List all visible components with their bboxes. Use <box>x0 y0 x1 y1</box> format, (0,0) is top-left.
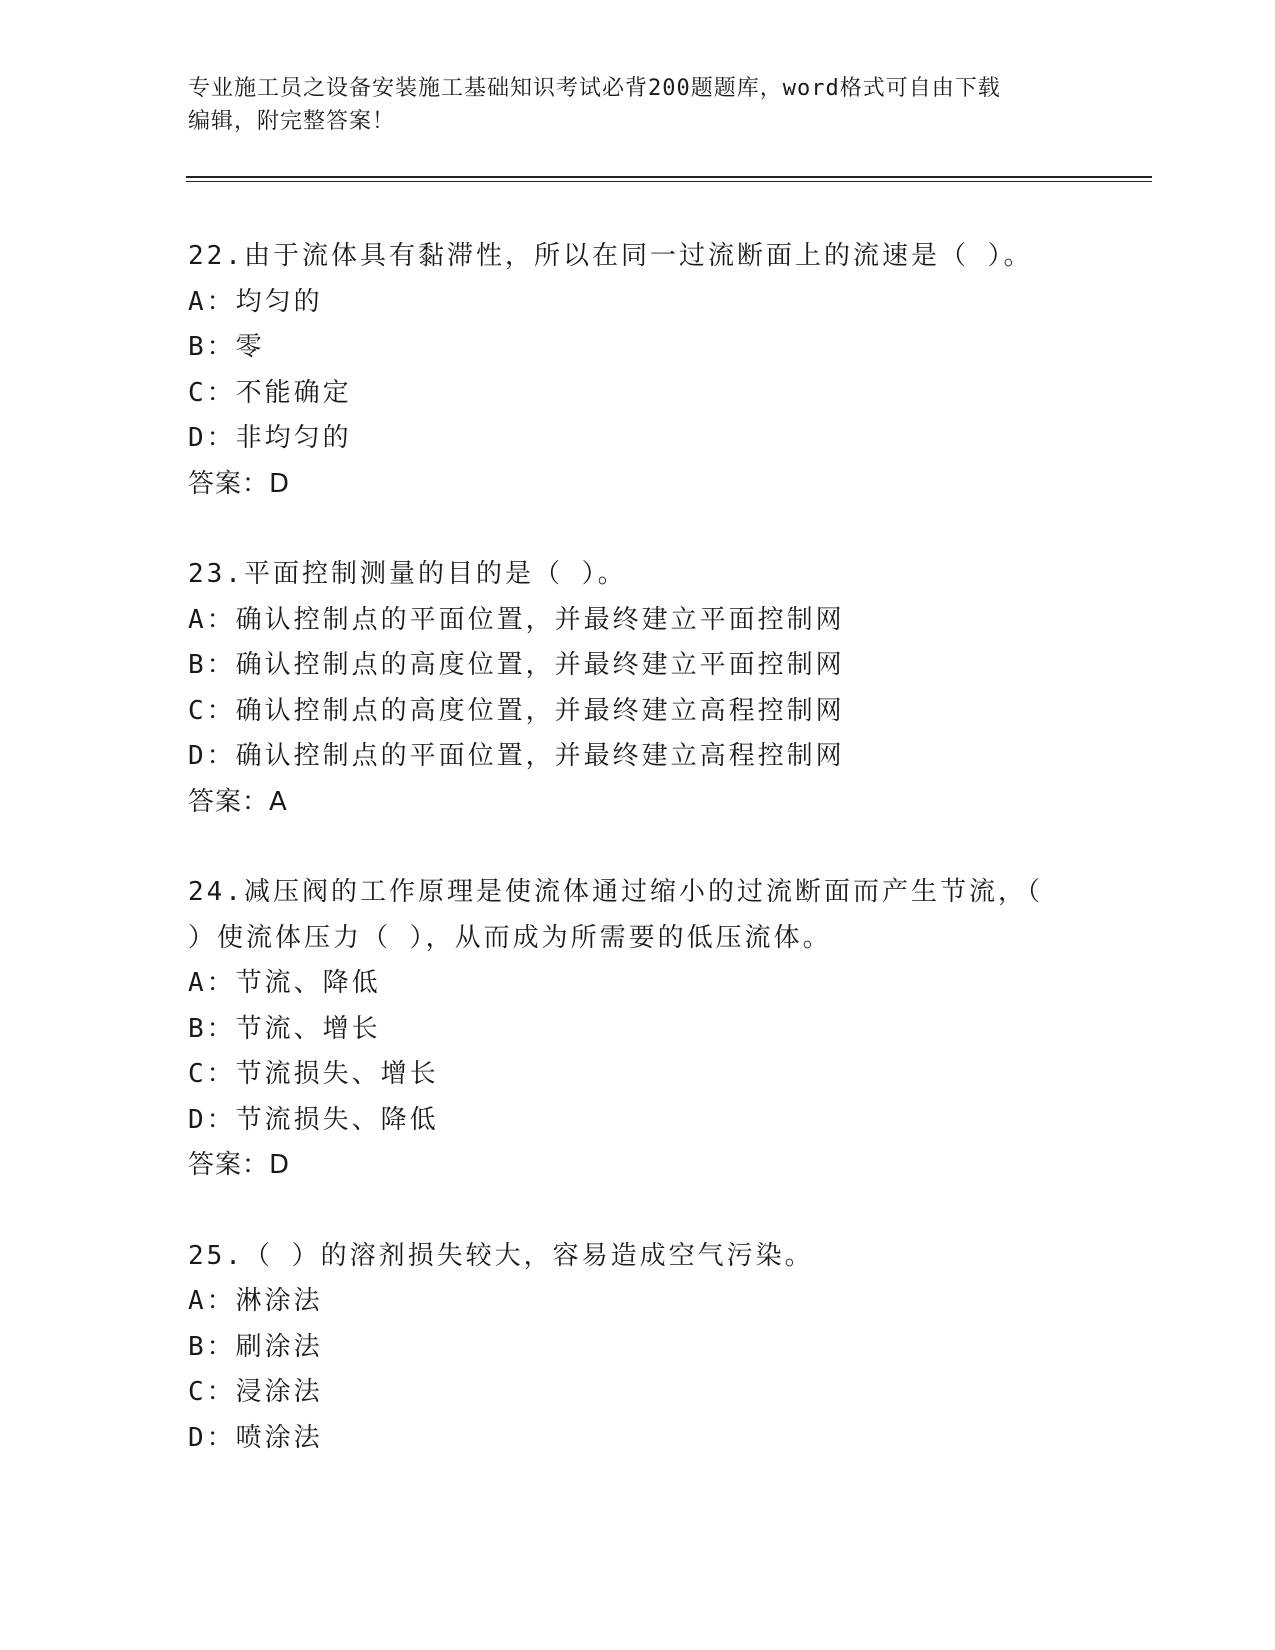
option-d: D：喷涂法 <box>188 1422 323 1453</box>
header-line-2: 编辑，附完整答案！ <box>188 109 396 134</box>
answer-label: 答案：D <box>188 468 291 499</box>
option-a: A：节流、降低 <box>188 968 381 998</box>
option-d: D：节流损失、降低 <box>188 1104 439 1135</box>
question-22 <box>188 234 1068 507</box>
option-c: C：节流损失、增长 <box>188 1059 439 1089</box>
option-d: D：非均匀的 <box>188 423 352 453</box>
question-23 <box>188 552 1068 825</box>
option-c: C：确认控制点的高度位置，并最终建立高程控制网 <box>188 695 845 726</box>
question-stem: 22.由于流体具有黏滞性，所以在同一过流断面上的流速是（ ）。 <box>188 241 1033 271</box>
option-c: C：不能确定 <box>188 377 352 408</box>
question-stem: 25.（ ）的溶剂损失较大，容易造成空气污染。 <box>188 1240 814 1271</box>
option-a: A：淋涂法 <box>188 1286 323 1316</box>
option-a: A：均匀的 <box>188 286 323 317</box>
option-b: B：刷涂法 <box>188 1331 323 1362</box>
question-24 <box>188 870 1068 1189</box>
option-b: B：确认控制点的高度位置，并最终建立平面控制网 <box>188 650 845 680</box>
header-line-1: 专业施工员之设备安装施工基础知识考试必背200题题库，word格式可自由下载 <box>188 76 1001 101</box>
header-rule-thick <box>186 176 1152 178</box>
question-stem-line-2: ）使流体压力（ ），从而成为所需要的低压流体。 <box>188 922 832 953</box>
answer-label: 答案：A <box>188 786 288 817</box>
header-rule-thin <box>186 181 1152 182</box>
option-c: C：浸涂法 <box>188 1377 323 1407</box>
question-list <box>188 234 1068 1506</box>
option-b: B：零 <box>188 332 265 362</box>
option-d: D：确认控制点的平面位置，并最终建立高程控制网 <box>188 741 845 771</box>
option-b: B：节流、增长 <box>188 1013 381 1044</box>
question-stem-line-1: 24.减压阀的工作原理是使流体通过缩小的过流断面而产生节流，（ <box>188 877 1043 907</box>
answer-label: 答案：D <box>188 1150 291 1180</box>
document-header <box>188 72 1068 138</box>
question-25 <box>188 1234 1068 1462</box>
question-stem: 23.平面控制测量的目的是（ ）。 <box>188 559 627 589</box>
option-a: A：确认控制点的平面位置，并最终建立平面控制网 <box>188 604 845 635</box>
